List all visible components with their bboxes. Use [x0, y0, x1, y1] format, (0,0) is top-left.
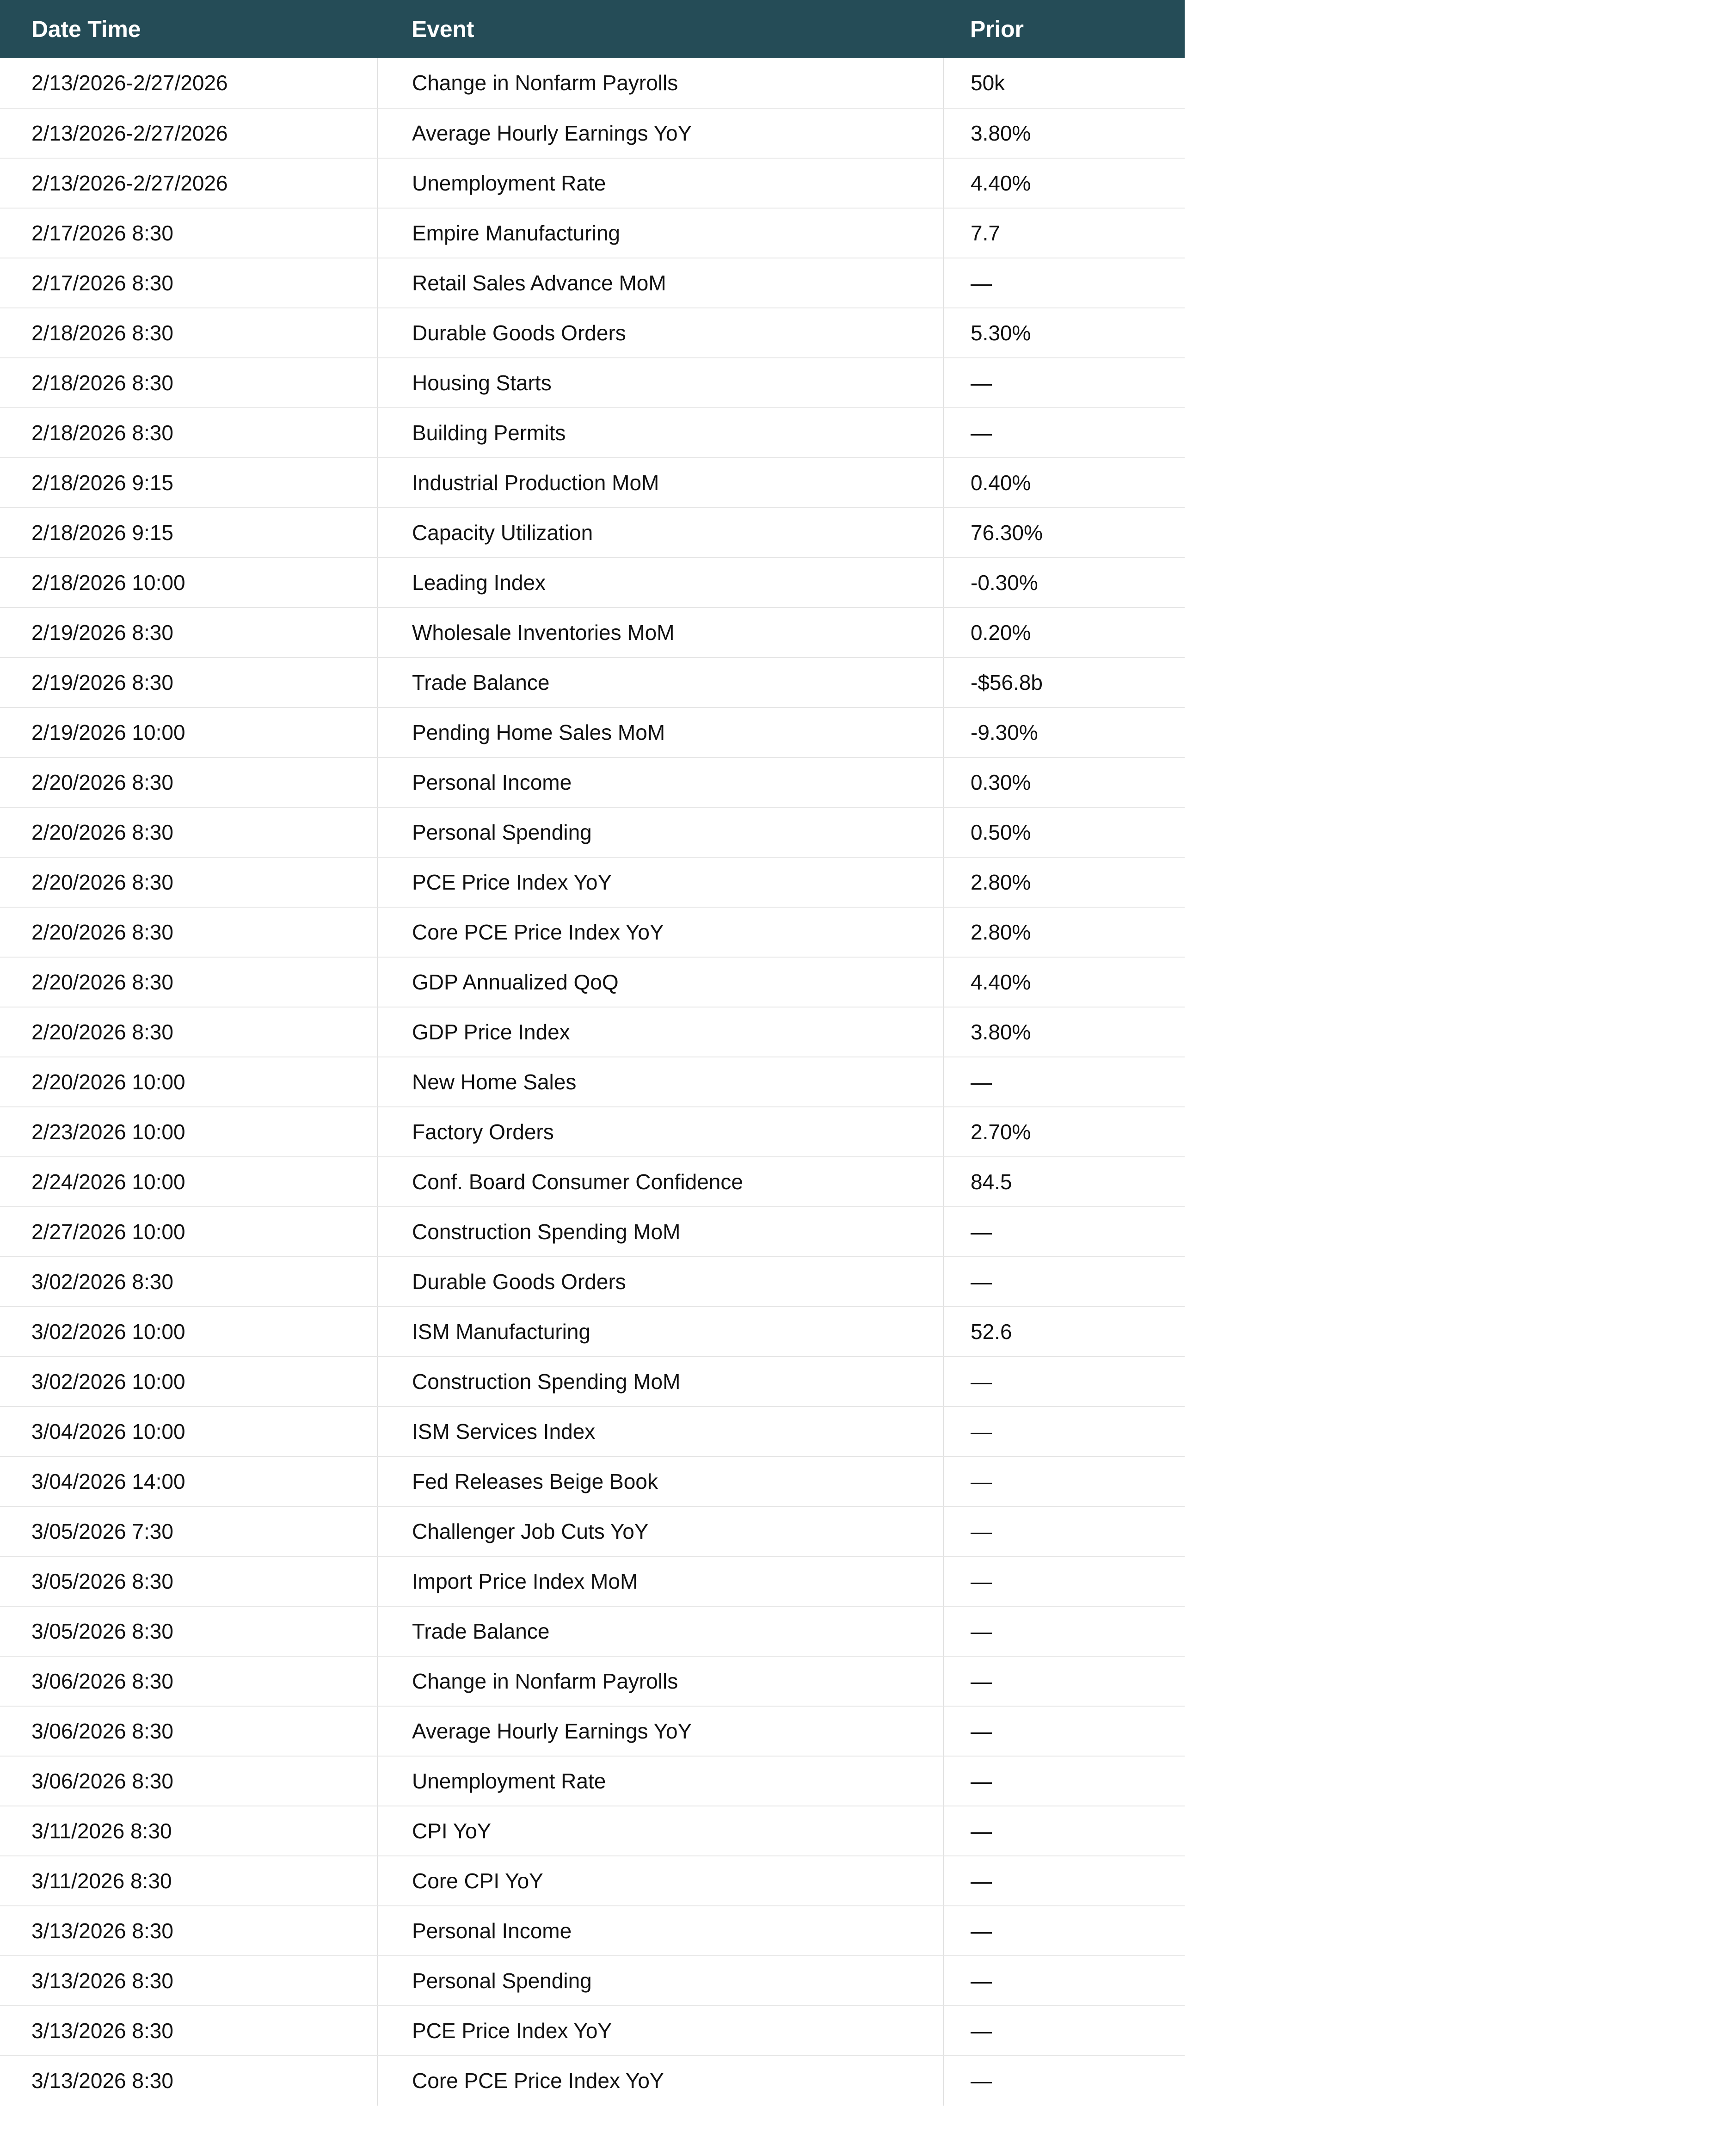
cell-prior: 4.40% [943, 158, 1185, 208]
cell-prior: — [943, 1407, 1185, 1456]
table-row[interactable] [0, 558, 1185, 608]
cell-prior: 2.80% [943, 857, 1185, 907]
table-row[interactable] [0, 907, 1185, 957]
cell-event: Durable Goods Orders [377, 308, 943, 358]
table-row[interactable] [0, 1606, 1185, 1656]
table-row[interactable] [0, 1806, 1185, 1856]
table-row[interactable] [0, 1007, 1185, 1057]
table-row[interactable] [0, 1456, 1185, 1506]
cell-date-time: 2/17/2026 8:30 [0, 258, 377, 308]
cell-prior: -$56.8b [943, 657, 1185, 707]
cell-prior: — [943, 1806, 1185, 1856]
cell-event: Challenger Job Cuts YoY [377, 1506, 943, 1556]
cell-event: Core CPI YoY [377, 1856, 943, 1906]
table-row[interactable] [0, 2056, 1185, 2106]
table-row[interactable] [0, 1357, 1185, 1407]
cell-prior: 76.30% [943, 508, 1185, 558]
table-row[interactable] [0, 1856, 1185, 1906]
cell-event: Retail Sales Advance MoM [377, 258, 943, 308]
cell-event: Personal Spending [377, 1956, 943, 2006]
cell-prior: — [943, 1556, 1185, 1606]
cell-event: PCE Price Index YoY [377, 2006, 943, 2056]
cell-event: Construction Spending MoM [377, 1357, 943, 1407]
cell-date-time: 2/24/2026 10:00 [0, 1157, 377, 1207]
cell-event: GDP Annualized QoQ [377, 957, 943, 1007]
cell-event: Wholesale Inventories MoM [377, 608, 943, 657]
table-row[interactable] [0, 1407, 1185, 1456]
cell-date-time: 2/13/2026-2/27/2026 [0, 58, 377, 108]
cell-date-time: 3/05/2026 8:30 [0, 1556, 377, 1606]
table-row[interactable] [0, 58, 1185, 108]
cell-prior: — [943, 1856, 1185, 1906]
cell-date-time: 3/02/2026 10:00 [0, 1357, 377, 1407]
cell-event: Industrial Production MoM [377, 458, 943, 508]
cell-event: Unemployment Rate [377, 1756, 943, 1806]
cell-date-time: 2/18/2026 8:30 [0, 408, 377, 458]
table-row[interactable] [0, 807, 1185, 857]
cell-prior: — [943, 1706, 1185, 1756]
table-row[interactable] [0, 1706, 1185, 1756]
table-row[interactable] [0, 1207, 1185, 1257]
header-row [0, 0, 1185, 58]
cell-event: Factory Orders [377, 1107, 943, 1157]
cell-prior: 5.30% [943, 308, 1185, 358]
table-row[interactable] [0, 657, 1185, 707]
table-row[interactable] [0, 1107, 1185, 1157]
table-header [0, 0, 1185, 58]
cell-prior: — [943, 1906, 1185, 1956]
cell-date-time: 2/20/2026 8:30 [0, 807, 377, 857]
cell-date-time: 3/11/2026 8:30 [0, 1856, 377, 1906]
table-body [0, 58, 1185, 2106]
cell-event: Durable Goods Orders [377, 1257, 943, 1307]
cell-date-time: 3/13/2026 8:30 [0, 2056, 377, 2106]
cell-event: Change in Nonfarm Payrolls [377, 1656, 943, 1706]
cell-event: Building Permits [377, 408, 943, 458]
cell-event: Average Hourly Earnings YoY [377, 108, 943, 158]
cell-prior: 84.5 [943, 1157, 1185, 1207]
cell-date-time: 2/13/2026-2/27/2026 [0, 158, 377, 208]
cell-date-time: 2/18/2026 8:30 [0, 358, 377, 408]
cell-prior: — [943, 1357, 1185, 1407]
cell-event: Core PCE Price Index YoY [377, 2056, 943, 2106]
cell-event: Fed Releases Beige Book [377, 1456, 943, 1506]
table-row[interactable] [0, 1906, 1185, 1956]
cell-prior: — [943, 1506, 1185, 1556]
cell-prior: — [943, 1057, 1185, 1107]
column-header-event[interactable]: Event [377, 0, 943, 58]
cell-event: Change in Nonfarm Payrolls [377, 58, 943, 108]
cell-event: Unemployment Rate [377, 158, 943, 208]
cell-prior: — [943, 408, 1185, 458]
table-row[interactable] [0, 1656, 1185, 1706]
cell-event: Personal Income [377, 1906, 943, 1956]
cell-prior: 2.80% [943, 907, 1185, 957]
cell-event: Average Hourly Earnings YoY [377, 1706, 943, 1756]
cell-prior: -9.30% [943, 707, 1185, 757]
table-row[interactable] [0, 108, 1185, 158]
cell-event: Housing Starts [377, 358, 943, 408]
table-row[interactable] [0, 1157, 1185, 1207]
table-row[interactable] [0, 208, 1185, 258]
cell-date-time: 2/19/2026 8:30 [0, 657, 377, 707]
cell-date-time: 2/20/2026 8:30 [0, 957, 377, 1007]
cell-date-time: 3/02/2026 8:30 [0, 1257, 377, 1307]
cell-event: Construction Spending MoM [377, 1207, 943, 1257]
cell-date-time: 2/20/2026 8:30 [0, 757, 377, 807]
cell-date-time: 2/17/2026 8:30 [0, 208, 377, 258]
cell-date-time: 3/13/2026 8:30 [0, 1906, 377, 1956]
cell-date-time: 2/20/2026 8:30 [0, 1007, 377, 1057]
cell-prior: — [943, 1456, 1185, 1506]
cell-date-time: 3/13/2026 8:30 [0, 2006, 377, 2056]
cell-prior: 7.7 [943, 208, 1185, 258]
cell-event: Capacity Utilization [377, 508, 943, 558]
table-row[interactable] [0, 1257, 1185, 1307]
cell-prior: 4.40% [943, 957, 1185, 1007]
cell-date-time: 2/20/2026 8:30 [0, 857, 377, 907]
table-row[interactable] [0, 707, 1185, 757]
table-row[interactable] [0, 857, 1185, 907]
cell-event: PCE Price Index YoY [377, 857, 943, 907]
cell-date-time: 2/27/2026 10:00 [0, 1207, 377, 1257]
cell-date-time: 3/06/2026 8:30 [0, 1756, 377, 1806]
cell-event: GDP Price Index [377, 1007, 943, 1057]
cell-prior: 0.40% [943, 458, 1185, 508]
cell-event: CPI YoY [377, 1806, 943, 1856]
cell-date-time: 3/04/2026 10:00 [0, 1407, 377, 1456]
cell-date-time: 2/20/2026 10:00 [0, 1057, 377, 1107]
table-row[interactable] [0, 158, 1185, 208]
cell-prior: 3.80% [943, 108, 1185, 158]
cell-date-time: 2/18/2026 10:00 [0, 558, 377, 608]
cell-prior: — [943, 358, 1185, 408]
cell-prior: — [943, 2006, 1185, 2056]
cell-date-time: 2/18/2026 9:15 [0, 458, 377, 508]
cell-event: New Home Sales [377, 1057, 943, 1107]
cell-event: Personal Spending [377, 807, 943, 857]
cell-date-time: 3/11/2026 8:30 [0, 1806, 377, 1856]
table-row[interactable] [0, 508, 1185, 558]
cell-prior: 2.70% [943, 1107, 1185, 1157]
cell-prior: — [943, 1257, 1185, 1307]
table-row[interactable] [0, 258, 1185, 308]
cell-prior: — [943, 1756, 1185, 1806]
cell-prior: — [943, 1606, 1185, 1656]
cell-date-time: 3/06/2026 8:30 [0, 1706, 377, 1756]
table-row[interactable] [0, 408, 1185, 458]
table-row[interactable] [0, 2006, 1185, 2056]
cell-date-time: 2/23/2026 10:00 [0, 1107, 377, 1157]
table-row[interactable] [0, 1307, 1185, 1357]
cell-prior: -0.30% [943, 558, 1185, 608]
table-row[interactable] [0, 358, 1185, 408]
cell-date-time: 2/19/2026 10:00 [0, 707, 377, 757]
cell-prior: 3.80% [943, 1007, 1185, 1057]
table-row[interactable] [0, 757, 1185, 807]
cell-event: Pending Home Sales MoM [377, 707, 943, 757]
cell-event: Empire Manufacturing [377, 208, 943, 258]
table-row[interactable] [0, 308, 1185, 358]
cell-event: Import Price Index MoM [377, 1556, 943, 1606]
cell-date-time: 3/13/2026 8:30 [0, 1956, 377, 2006]
cell-date-time: 2/18/2026 9:15 [0, 508, 377, 558]
cell-prior: — [943, 1656, 1185, 1706]
cell-date-time: 3/06/2026 8:30 [0, 1656, 377, 1706]
table-row[interactable] [0, 458, 1185, 508]
cell-prior: — [943, 1207, 1185, 1257]
cell-event: Trade Balance [377, 657, 943, 707]
cell-date-time: 3/05/2026 8:30 [0, 1606, 377, 1656]
table-row[interactable] [0, 608, 1185, 657]
column-header-date-time[interactable]: Date Time [0, 0, 377, 58]
table-row[interactable] [0, 1756, 1185, 1806]
cell-event: ISM Services Index [377, 1407, 943, 1456]
cell-prior: 0.30% [943, 757, 1185, 807]
cell-event: Personal Income [377, 757, 943, 807]
cell-prior: 52.6 [943, 1307, 1185, 1357]
cell-prior: — [943, 1956, 1185, 2006]
cell-event: Leading Index [377, 558, 943, 608]
cell-prior: — [943, 258, 1185, 308]
cell-date-time: 3/02/2026 10:00 [0, 1307, 377, 1357]
cell-date-time: 3/05/2026 7:30 [0, 1506, 377, 1556]
table-row[interactable] [0, 1956, 1185, 2006]
cell-date-time: 2/13/2026-2/27/2026 [0, 108, 377, 158]
cell-date-time: 3/04/2026 14:00 [0, 1456, 377, 1506]
cell-event: Trade Balance [377, 1606, 943, 1656]
table-row[interactable] [0, 1506, 1185, 1556]
cell-event: Conf. Board Consumer Confidence [377, 1157, 943, 1207]
table-row[interactable] [0, 957, 1185, 1007]
cell-date-time: 2/19/2026 8:30 [0, 608, 377, 657]
cell-event: ISM Manufacturing [377, 1307, 943, 1357]
cell-prior: 0.50% [943, 807, 1185, 857]
cell-date-time: 2/20/2026 8:30 [0, 907, 377, 957]
cell-prior: 50k [943, 58, 1185, 108]
cell-event: Core PCE Price Index YoY [377, 907, 943, 957]
cell-date-time: 2/18/2026 8:30 [0, 308, 377, 358]
cell-prior: — [971, 2069, 992, 2093]
column-header-prior[interactable]: Prior [943, 0, 1185, 58]
table-row[interactable] [0, 1556, 1185, 1606]
cell-prior: 0.20% [943, 608, 1185, 657]
table-row[interactable] [0, 1057, 1185, 1107]
